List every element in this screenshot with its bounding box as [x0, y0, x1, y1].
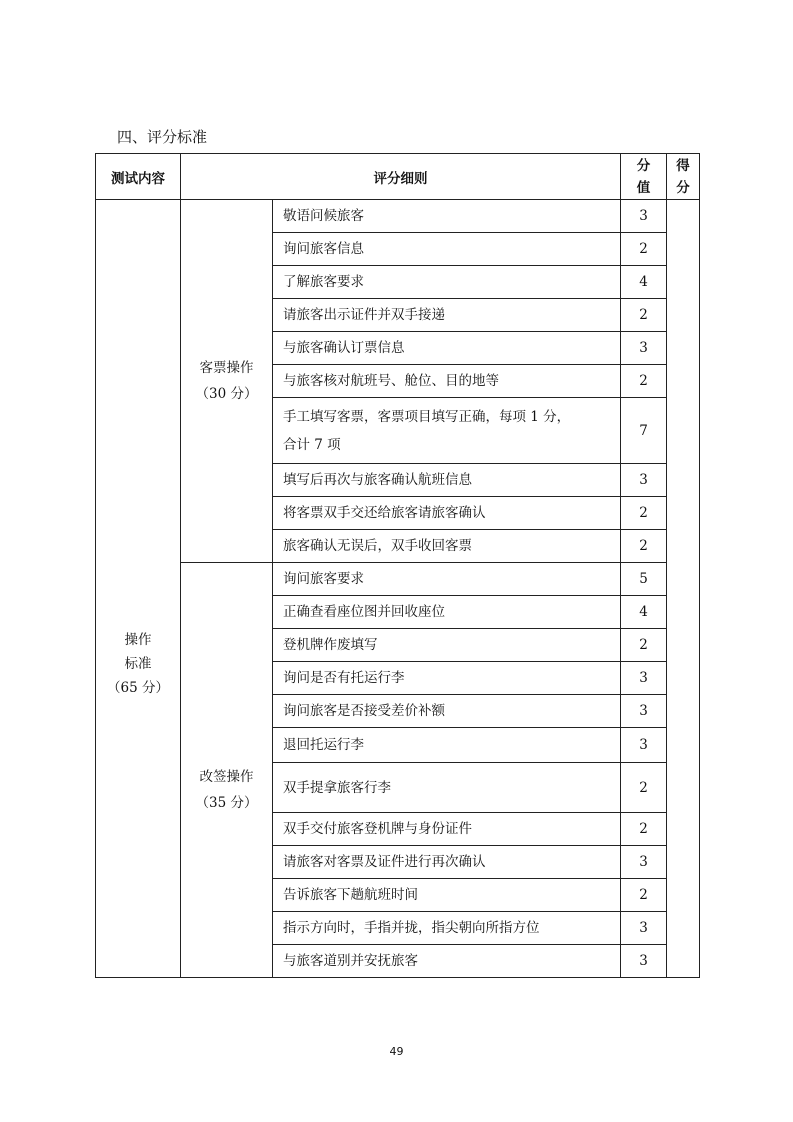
criterion-score: 2 — [621, 530, 667, 563]
criterion-line: 询问旅客信息 — [283, 241, 364, 257]
criterion-score: 2 — [621, 233, 667, 266]
criterion-text — [273, 464, 621, 497]
criterion-text — [273, 497, 621, 530]
criterion-line: 与旅客核对航班号、舱位、目的地等 — [283, 373, 499, 389]
criterion-line: 手工填写客票，客票项目填写正确，每项 1 分， — [283, 408, 571, 425]
criterion-text — [273, 879, 621, 912]
criterion-text — [273, 763, 621, 813]
header-score-bottom: 值 — [636, 179, 651, 196]
criterion-line: 登机牌作废填写 — [283, 637, 378, 653]
group-name: 改签操作 — [199, 769, 254, 785]
criterion-score: 3 — [621, 200, 667, 233]
criterion-score: 4 — [621, 596, 667, 629]
header-got — [667, 154, 700, 200]
criterion-line: 退回托运行李 — [283, 737, 364, 753]
criterion-score: 4 — [621, 266, 667, 299]
group-cell — [181, 563, 273, 978]
criterion-line: 指示方向时，手指并拢，指尖朝向所指方位 — [283, 920, 540, 936]
criterion-line: 询问旅客是否接受差价补额 — [283, 703, 445, 719]
main-category-line3: （65 分） — [107, 679, 169, 696]
header-row — [96, 154, 700, 200]
criterion-text — [273, 530, 621, 563]
criterion-line: 告诉旅客下趟航班时间 — [283, 887, 418, 903]
header-score-top: 分 — [636, 157, 651, 174]
criterion-score: 5 — [621, 563, 667, 596]
header-got-bottom: 分 — [676, 179, 690, 196]
criterion-text — [273, 233, 621, 266]
criterion-score: 3 — [621, 945, 667, 978]
criterion-score: 7 — [621, 398, 667, 464]
criterion-score: 3 — [621, 332, 667, 365]
group-points: （35 分） — [195, 795, 258, 811]
criterion-line: 双手提拿旅客行李 — [283, 779, 391, 796]
criterion-text — [273, 200, 621, 233]
criterion-score: 3 — [621, 728, 667, 763]
criterion-text — [273, 332, 621, 365]
criterion-line: 与旅客确认订票信息 — [283, 340, 405, 356]
header-content: 测试内容 — [96, 154, 181, 200]
criterion-text — [273, 365, 621, 398]
criterion-line: 敬语问候旅客 — [283, 208, 364, 224]
criterion-text — [273, 266, 621, 299]
criterion-score: 2 — [621, 763, 667, 813]
criterion-text — [273, 945, 621, 978]
criterion-line: 填写后再次与旅客确认航班信息 — [283, 472, 472, 488]
criterion-score: 2 — [621, 879, 667, 912]
criterion-score: 3 — [621, 662, 667, 695]
criterion-text — [273, 912, 621, 945]
criterion-score: 3 — [621, 464, 667, 497]
criterion-text — [273, 596, 621, 629]
criterion-text — [273, 629, 621, 662]
criterion-line: 旅客确认无误后，双手收回客票 — [283, 538, 472, 554]
criterion-text — [273, 299, 621, 332]
section-heading: 四、评分标准 — [117, 128, 208, 146]
criterion-line-2: 合计 7 项 — [283, 436, 341, 453]
scoring-table — [95, 153, 700, 978]
main-category-line1: 操作 — [124, 631, 152, 648]
criterion-score: 2 — [621, 629, 667, 662]
criterion-score: 2 — [621, 365, 667, 398]
group-points: （30 分） — [195, 386, 258, 402]
criterion-text — [273, 813, 621, 846]
group-cell — [181, 200, 273, 563]
criterion-line: 请旅客出示证件并双手接递 — [283, 307, 445, 323]
criterion-line: 询问是否有托运行李 — [283, 670, 405, 686]
criterion-score: 3 — [621, 912, 667, 945]
criterion-line: 了解旅客要求 — [283, 274, 364, 290]
table-row — [96, 563, 700, 596]
criterion-score: 2 — [621, 299, 667, 332]
main-category-line2: 标准 — [124, 655, 152, 672]
header-details: 评分细则 — [181, 154, 621, 200]
criterion-score: 3 — [621, 846, 667, 879]
criterion-score: 3 — [621, 695, 667, 728]
criterion-text — [273, 846, 621, 879]
page-number: 49 — [389, 1045, 404, 1058]
criterion-line: 将客票双手交还给旅客请旅客确认 — [283, 505, 486, 521]
criterion-text — [273, 695, 621, 728]
criterion-line: 正确查看座位图并回收座位 — [283, 604, 445, 620]
table-row — [96, 200, 700, 233]
criterion-score: 2 — [621, 813, 667, 846]
main-category-cell — [96, 200, 181, 978]
criterion-text — [273, 398, 621, 464]
header-score — [621, 154, 667, 200]
header-got-top: 得 — [676, 157, 690, 174]
earned-score-cell[interactable] — [667, 200, 700, 978]
criterion-score: 2 — [621, 497, 667, 530]
group-name: 客票操作 — [199, 360, 254, 376]
criterion-text — [273, 728, 621, 763]
criterion-text — [273, 662, 621, 695]
criterion-text — [273, 563, 621, 596]
criterion-line: 询问旅客要求 — [283, 571, 364, 587]
criterion-line: 双手交付旅客登机牌与身份证件 — [283, 821, 472, 837]
criterion-line: 请旅客对客票及证件进行再次确认 — [283, 854, 486, 870]
criterion-line: 与旅客道别并安抚旅客 — [283, 953, 418, 969]
